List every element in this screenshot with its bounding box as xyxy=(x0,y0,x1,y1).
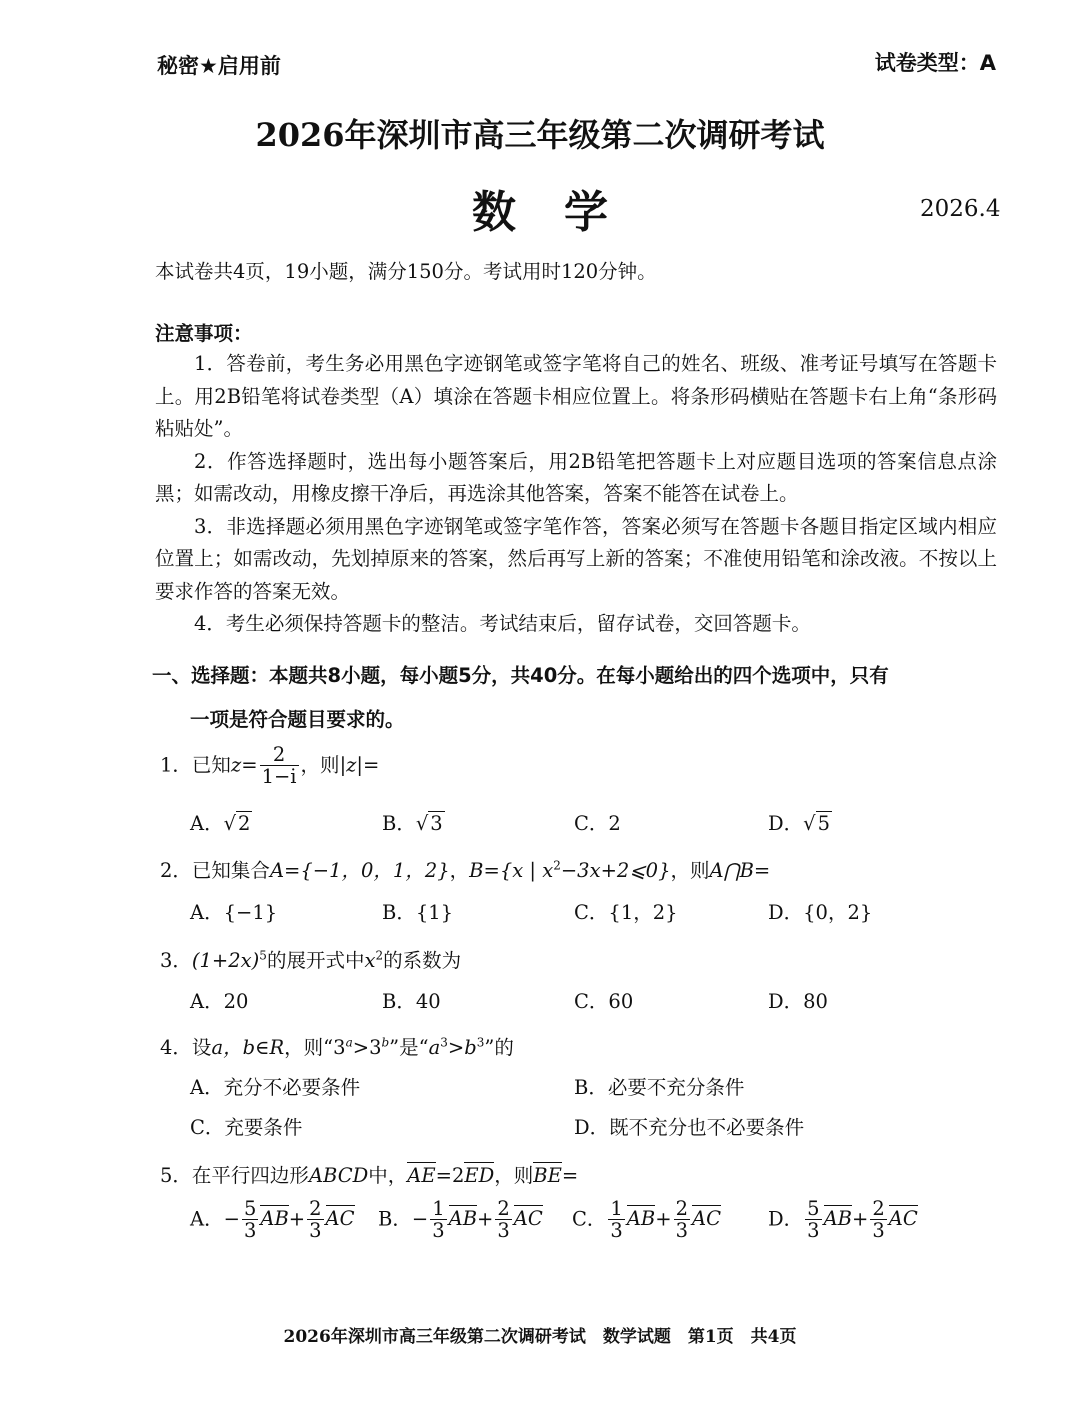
option-label: D． xyxy=(768,990,804,1013)
question-5-stem xyxy=(160,1160,578,1188)
q3-text-b: 的系数为 xyxy=(383,949,462,972)
option-label: C． xyxy=(574,812,609,835)
option-text: {1，2} xyxy=(608,901,678,924)
vector-ab: AB xyxy=(626,1207,656,1231)
q2-option-d xyxy=(768,897,872,925)
fraction xyxy=(430,1198,446,1242)
sqrt-icon: √ 5 xyxy=(803,812,830,835)
q5-eq: =2 xyxy=(435,1164,465,1187)
q4-exp-3: 3 xyxy=(440,1035,448,1050)
option-sign: − xyxy=(223,1207,240,1231)
option-text: 80 xyxy=(803,990,828,1013)
q2-text: 已知集合 xyxy=(191,859,270,882)
radicand: 5 xyxy=(817,812,830,835)
fraction xyxy=(608,1198,624,1242)
plus: + xyxy=(655,1207,672,1231)
numerator: 5 xyxy=(243,1197,257,1220)
q3-var: x xyxy=(364,949,376,972)
option-sign: − xyxy=(411,1207,429,1231)
q1-text-c: = xyxy=(362,753,380,777)
vector-ab: AB xyxy=(260,1207,289,1231)
q1-denominator: 1−i xyxy=(261,765,297,789)
option-label: A． xyxy=(190,901,224,924)
question-3-stem xyxy=(160,945,461,973)
option-text: {−1} xyxy=(223,901,278,924)
numerator: 1 xyxy=(610,1197,623,1220)
option-text: 40 xyxy=(415,990,441,1013)
q4-vars: a，b∈R xyxy=(211,1036,285,1059)
exam-date: 2026.4 xyxy=(920,196,1001,222)
q3-expr: (1+2x) xyxy=(191,949,260,972)
note-item-1: 1．答卷前，考生务必用黑色字迹钢笔或签字笔将自己的姓名、班级、准考证号填写在答题卡上。用2B铅笔将试卷类型（A）填涂在答题卡相应位置上。将条形码横贴在答题卡右上角“条形码粘贴处”。 xyxy=(155,352,997,440)
q3-option-d xyxy=(768,986,828,1014)
q5-option-a xyxy=(190,1198,355,1242)
q3-option-b xyxy=(382,986,441,1014)
q1-abs: |z| xyxy=(339,753,363,777)
q5-text-b: 中， xyxy=(368,1164,408,1187)
denominator: 3 xyxy=(497,1219,510,1243)
q1-var: z xyxy=(230,753,242,777)
question-number: 5． xyxy=(160,1164,192,1187)
q2-set-b: B={x | x xyxy=(469,859,554,882)
fraction xyxy=(242,1198,258,1242)
q5-option-c xyxy=(572,1198,721,1242)
q4-exp-2: b xyxy=(381,1035,390,1050)
denominator: 3 xyxy=(432,1219,445,1243)
question-2-stem xyxy=(160,855,770,883)
q1-numerator: 2 xyxy=(260,744,299,766)
sqrt-icon: √ 3 xyxy=(415,812,443,835)
q1-text: 已知 xyxy=(191,753,231,777)
option-label: B． xyxy=(382,990,416,1013)
subject-title: 数学 xyxy=(472,187,656,238)
denominator: 3 xyxy=(309,1219,322,1243)
fraction xyxy=(307,1198,323,1242)
option-text: 2 xyxy=(608,812,621,835)
vector-ac: AC xyxy=(513,1207,543,1231)
q4-option-a xyxy=(190,1072,360,1100)
vector-ac: AC xyxy=(692,1207,722,1231)
vector-ac: AC xyxy=(888,1207,918,1231)
q4-base: 3 xyxy=(333,1036,346,1059)
q5-text-d: = xyxy=(561,1164,579,1187)
vector-ab: AB xyxy=(823,1207,852,1231)
option-label: C． xyxy=(572,1207,607,1231)
q5-text-c: ，则 xyxy=(494,1164,534,1187)
option-label: D． xyxy=(574,1116,610,1139)
q1-option-c xyxy=(574,808,621,836)
q3-option-a xyxy=(190,986,248,1014)
q4-mid-2: >b xyxy=(447,1036,477,1059)
note-item-2: 2．作答选择题时，选出每小题答案后，用2B铅笔把答题卡上对应题目选项的答案信息点涂黑；如需改动，用橡皮擦干净后，再选涂其他答案，答案不能答在试卷上。 xyxy=(155,449,997,505)
q4-exp: a xyxy=(345,1035,353,1050)
option-label: A． xyxy=(190,1076,224,1099)
numerator: 2 xyxy=(675,1197,689,1220)
numerator: 5 xyxy=(807,1197,820,1220)
option-label: C． xyxy=(574,901,609,924)
option-label: D． xyxy=(768,1207,804,1231)
q2-set-b-right: −3x+2⩽0} xyxy=(560,859,671,882)
q1-fraction xyxy=(260,744,299,788)
q4-text-b: ，则“ xyxy=(284,1036,334,1059)
q2-option-b xyxy=(382,897,453,925)
radicand: 3 xyxy=(430,812,443,835)
fraction xyxy=(870,1198,886,1242)
vector-be: BE xyxy=(533,1164,562,1187)
option-text: 充分不必要条件 xyxy=(223,1076,361,1099)
plus: + xyxy=(288,1207,306,1231)
note-item-4: 4．考生必须保持答题卡的整洁。考试结束后，留存试卷，交回答题卡。 xyxy=(194,612,811,635)
option-label: B． xyxy=(382,901,416,924)
section-heading-line1: 一、选择题：本题共8小题，每小题5分，共40分。在每小题给出的四个选项中，只有 xyxy=(152,664,889,687)
q1-option-b xyxy=(382,808,445,836)
option-label: A． xyxy=(190,812,224,835)
note-item-3: 3．非选择题必须用黑色字迹钢笔或签字笔作答，答案必须写在答题卡各题目指定区域内相应位置上；如需改动，先划掉原来的答案，然后再写上新的答案；不准使用铅笔和涂改液。不按以上要求作答的答案无效。 xyxy=(155,514,997,603)
q2-sep: ， xyxy=(449,859,470,882)
radicand: 2 xyxy=(238,812,251,835)
option-text: 充要条件 xyxy=(224,1116,303,1139)
q1-option-a xyxy=(190,808,252,836)
q1-option-d xyxy=(768,808,832,836)
vector-ed: ED xyxy=(464,1164,495,1187)
q4-option-b xyxy=(574,1072,744,1100)
option-text: {0，2} xyxy=(803,901,873,924)
option-label: D． xyxy=(768,812,804,835)
q2-intersection: A⋂B= xyxy=(709,859,771,882)
q3-exponent-2: 2 xyxy=(375,948,384,963)
option-label: A． xyxy=(190,1207,224,1231)
option-label: A． xyxy=(190,990,224,1013)
plus: + xyxy=(477,1207,494,1231)
q1-text-b: ，则 xyxy=(300,753,340,777)
q2-option-c xyxy=(574,897,678,925)
option-text: 20 xyxy=(223,990,249,1013)
denominator: 3 xyxy=(872,1219,885,1243)
numerator: 2 xyxy=(497,1197,510,1220)
denominator: 3 xyxy=(807,1219,820,1243)
q5-option-b xyxy=(378,1198,543,1242)
q2-option-a xyxy=(190,897,277,925)
question-number: 2． xyxy=(160,859,192,882)
vector-ae: AE xyxy=(407,1164,436,1187)
denominator: 3 xyxy=(243,1219,257,1243)
denominator: 3 xyxy=(610,1219,623,1243)
secret-label: 秘密★启用前 xyxy=(157,54,281,78)
option-text: 60 xyxy=(608,990,634,1013)
paper-type-label: 试卷类型：A xyxy=(874,51,996,75)
question-1-stem xyxy=(160,744,379,788)
option-label: B． xyxy=(378,1207,412,1231)
q5-shape: ABCD xyxy=(308,1164,369,1187)
sqrt-icon: √ 2 xyxy=(223,812,251,835)
question-number: 4． xyxy=(160,1036,192,1059)
q2-text-b: ，则 xyxy=(670,859,710,882)
q4-base-2: a xyxy=(428,1036,441,1059)
fraction xyxy=(674,1198,690,1242)
question-number: 1． xyxy=(160,753,192,777)
exam-intro: 本试卷共4页，19小题，满分150分。考试用时120分钟。 xyxy=(155,260,657,283)
q5-text: 在平行四边形 xyxy=(191,1164,309,1187)
option-text: {1} xyxy=(415,901,454,924)
exam-title: 2026年深圳市高三年级第二次调研考试 xyxy=(255,116,825,154)
numerator: 2 xyxy=(872,1197,885,1220)
section-heading-line2: 一项是符合题目要求的。 xyxy=(190,708,405,731)
q4-text-d: ”的 xyxy=(484,1036,514,1059)
page-footer: 2026年深圳市高三年级第二次调研考试 数学试题 第1页 共4页 xyxy=(283,1327,797,1347)
option-text: 必要不充分条件 xyxy=(607,1076,745,1099)
q3-exponent: 5 xyxy=(259,948,267,963)
q1-eq: = xyxy=(241,753,258,777)
q5-option-d xyxy=(768,1198,918,1242)
q3-text: 的展开式中 xyxy=(266,949,365,972)
q2-set-a: A={−1，0，1，2} xyxy=(269,859,450,882)
question-4-stem xyxy=(160,1032,514,1060)
q2-exponent: 2 xyxy=(553,858,561,873)
notes-heading: 注意事项： xyxy=(155,322,253,345)
option-label: C． xyxy=(574,990,609,1013)
q4-option-c xyxy=(190,1112,302,1140)
vector-ab: AB xyxy=(448,1207,478,1231)
option-label: C． xyxy=(190,1116,225,1139)
q4-text: 设 xyxy=(191,1036,212,1059)
q4-mid: >3 xyxy=(352,1036,382,1059)
fraction xyxy=(495,1198,511,1242)
option-label: B． xyxy=(574,1076,608,1099)
question-number: 3． xyxy=(160,949,192,972)
plus: + xyxy=(851,1207,869,1231)
numerator: 2 xyxy=(309,1197,322,1220)
q4-text-c: ”是“ xyxy=(389,1036,429,1059)
option-label: B． xyxy=(382,812,416,835)
q4-option-d xyxy=(574,1112,804,1140)
denominator: 3 xyxy=(675,1219,689,1243)
notes-list xyxy=(155,348,997,641)
option-label: D． xyxy=(768,901,804,924)
q4-exp-4: 3 xyxy=(476,1035,485,1050)
q3-option-c xyxy=(574,986,633,1014)
fraction xyxy=(805,1198,821,1242)
vector-ac: AC xyxy=(325,1207,355,1231)
numerator: 1 xyxy=(432,1197,445,1220)
option-text: 既不充分也不必要条件 xyxy=(609,1116,805,1139)
